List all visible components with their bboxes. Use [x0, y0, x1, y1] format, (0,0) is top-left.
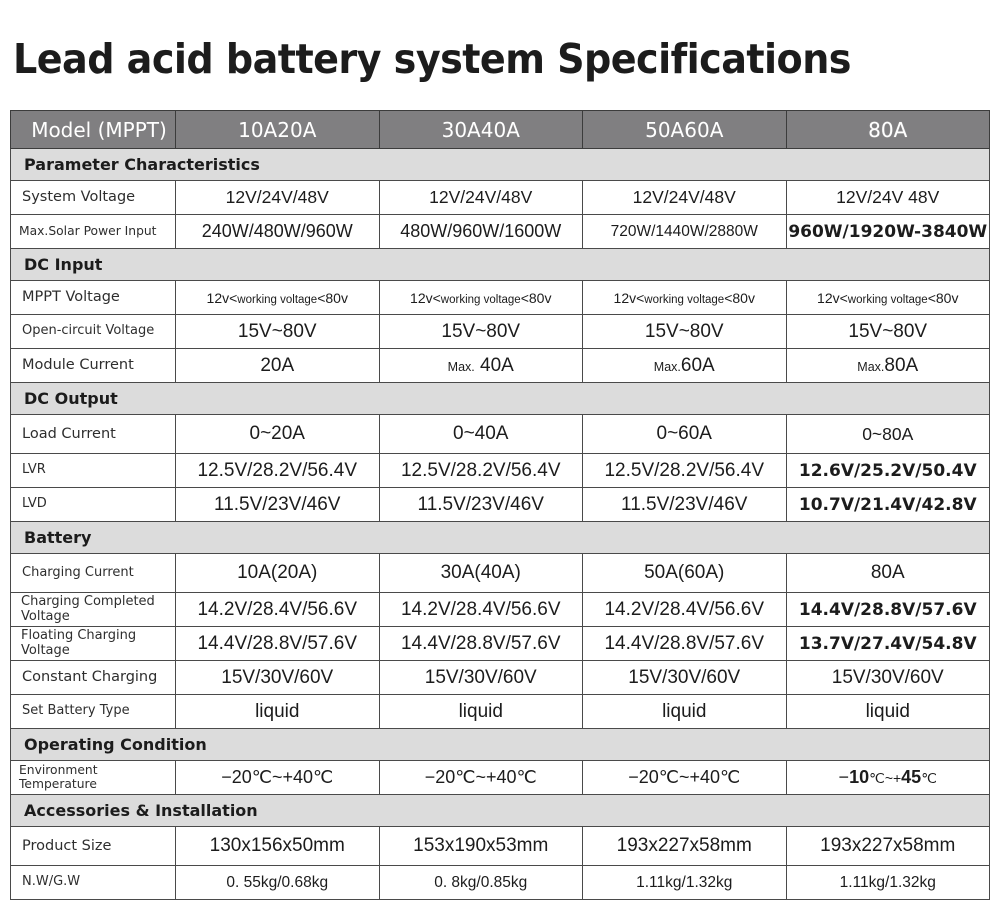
specifications-table-container	[10, 110, 990, 900]
cell-value: 15V/30V/60V	[786, 661, 990, 695]
table-row	[11, 761, 990, 795]
cell-value: 12V/24V/48V	[583, 181, 787, 215]
table-row	[11, 454, 990, 488]
cell-value: 12V/24V/48V	[176, 181, 380, 215]
cell-value: 12.6V/25.2V/50.4V	[786, 454, 990, 488]
section-header-dc-input	[11, 249, 990, 281]
cell-value: liquid	[379, 695, 583, 729]
cell-value: 20A	[176, 349, 380, 383]
row-label-set-battery-type: Set Battery Type	[11, 695, 176, 729]
mppt-mid: working voltage	[847, 293, 928, 306]
cell-value: 12V/24V 48V	[786, 181, 990, 215]
row-label-module-current: Module Current	[11, 349, 176, 383]
header-column-30a40a: 30A40A	[379, 111, 583, 149]
cell-value	[379, 281, 583, 315]
table-row	[11, 349, 990, 383]
cell-value: 240W/480W/960W	[176, 215, 380, 249]
cell-value: 11.5V/23V/46V	[583, 488, 787, 522]
table-row	[11, 181, 990, 215]
mppt-post: <80v	[927, 289, 959, 306]
row-label-load-current: Load Current	[11, 415, 176, 454]
section-label: DC Input	[11, 249, 990, 281]
mppt-pre: 12v<	[410, 289, 441, 306]
cell-value	[176, 281, 380, 315]
table-row	[11, 627, 990, 661]
label-line-1: Charging Completed	[21, 593, 155, 609]
table-row	[11, 827, 990, 866]
cell-value: 0~80A	[786, 415, 990, 454]
cell-value: liquid	[176, 695, 380, 729]
section-label: Operating Condition	[11, 729, 990, 761]
table-row	[11, 415, 990, 454]
cell-value: 13.7V/27.4V/54.8V	[786, 627, 990, 661]
cell-value	[583, 281, 787, 315]
cell-value: 14.2V/28.4V/56.6V	[379, 593, 583, 627]
temp-sign-low: −	[838, 767, 850, 787]
row-label-charging-current: Charging Current	[11, 554, 176, 593]
max-number: 40A	[480, 354, 514, 376]
section-header-parameter-characteristics	[11, 149, 990, 181]
cell-value: 0~60A	[583, 415, 787, 454]
cell-value: 10.7V/21.4V/42.8V	[786, 488, 990, 522]
cell-value: 14.4V/28.8V/57.6V	[786, 593, 990, 627]
cell-value: 480W/960W/1600W	[379, 215, 583, 249]
temp-high: 45	[901, 767, 922, 787]
mppt-pre: 12v<	[613, 289, 645, 306]
cell-value: liquid	[786, 695, 990, 729]
cell-value: 130x156x50mm	[176, 827, 380, 866]
row-label-lvr: LVR	[11, 454, 176, 488]
mppt-mid: working voltage	[440, 293, 521, 306]
cell-value: 14.4V/28.8V/57.6V	[583, 627, 787, 661]
cell-value	[379, 349, 583, 383]
cell-value: 80A	[786, 554, 990, 593]
cell-value: liquid	[583, 695, 787, 729]
row-label-charging-completed-voltage	[11, 593, 176, 627]
cell-value: 15V~80V	[786, 315, 990, 349]
cell-value: 960W/1920W-3840W	[786, 215, 990, 249]
mppt-post: <80v	[520, 289, 552, 306]
cell-value: 1.11kg/1.32kg	[786, 866, 990, 900]
row-label-nw-gw: N.W/G.W	[11, 866, 176, 900]
cell-value: 0. 55kg/0.68kg	[176, 866, 380, 900]
cell-value: 0~20A	[176, 415, 380, 454]
cell-value: 12.5V/28.2V/56.4V	[379, 454, 583, 488]
row-label-environment-temperature: Environment Temperature	[11, 761, 176, 795]
header-column-10a20a: 10A20A	[176, 111, 380, 149]
section-header-operating-condition	[11, 729, 990, 761]
cell-value: 15V/30V/60V	[583, 661, 787, 695]
cell-value: 12V/24V/48V	[379, 181, 583, 215]
cell-value: 50A(60A)	[583, 554, 787, 593]
cell-value: 193x227x58mm	[583, 827, 787, 866]
cell-value: 15V~80V	[583, 315, 787, 349]
label-line-2: Voltage	[21, 642, 70, 658]
table-header-row	[11, 111, 990, 149]
row-label-open-circuit-voltage: Open-circuit Voltage	[11, 315, 176, 349]
cell-value: 0~40A	[379, 415, 583, 454]
temp-low: 10	[849, 767, 870, 787]
header-column-50a60a: 50A60A	[583, 111, 787, 149]
table-row	[11, 661, 990, 695]
cell-value: 15V/30V/60V	[176, 661, 380, 695]
cell-value: 10A(20A)	[176, 554, 380, 593]
section-label: Battery	[11, 522, 990, 554]
section-header-battery	[11, 522, 990, 554]
section-label: Parameter Characteristics	[11, 149, 990, 181]
table-row	[11, 593, 990, 627]
cell-value: −20℃~+40℃	[583, 761, 787, 795]
cell-value: 15V~80V	[176, 315, 380, 349]
cell-value	[583, 349, 787, 383]
section-header-accessories-installation	[11, 795, 990, 827]
max-prefix: Max.	[653, 359, 681, 374]
cell-value: 14.4V/28.8V/57.6V	[379, 627, 583, 661]
section-label: Accessories & Installation	[11, 795, 990, 827]
cell-value: 15V~80V	[379, 315, 583, 349]
cell-value: 12.5V/28.2V/56.4V	[176, 454, 380, 488]
row-label-product-size: Product Size	[11, 827, 176, 866]
cell-value: 12.5V/28.2V/56.4V	[583, 454, 787, 488]
label-line-2: Voltage	[21, 608, 70, 624]
cell-value: 15V/30V/60V	[379, 661, 583, 695]
cell-value	[786, 761, 990, 795]
mppt-pre: 12v<	[206, 289, 238, 306]
cell-value: 1.11kg/1.32kg	[583, 866, 787, 900]
max-prefix: Max.	[447, 359, 475, 374]
cell-value: −20℃~+40℃	[379, 761, 583, 795]
cell-value: 14.4V/28.8V/57.6V	[176, 627, 380, 661]
table-row	[11, 215, 990, 249]
table-row	[11, 315, 990, 349]
max-prefix: Max.	[857, 359, 885, 374]
specifications-table	[10, 110, 990, 900]
mppt-post: <80v	[724, 289, 755, 306]
row-label-floating-charging-voltage	[11, 627, 176, 661]
header-column-80a: 80A	[786, 111, 990, 149]
cell-value: 11.5V/23V/46V	[176, 488, 380, 522]
cell-value: 0. 8kg/0.85kg	[379, 866, 583, 900]
mppt-mid: working voltage	[644, 293, 725, 306]
temp-separator: ℃~+	[869, 770, 902, 786]
table-row	[11, 281, 990, 315]
cell-value: 11.5V/23V/46V	[379, 488, 583, 522]
max-number: 80A	[884, 354, 919, 376]
table-row	[11, 866, 990, 900]
cell-value: 14.2V/28.4V/56.6V	[176, 593, 380, 627]
table-row	[11, 695, 990, 729]
table-row	[11, 554, 990, 593]
mppt-pre: 12v<	[817, 289, 848, 306]
cell-value	[786, 349, 990, 383]
label-line-1: Floating Charging	[21, 627, 137, 643]
max-number: 60A	[680, 354, 715, 376]
section-label: DC Output	[11, 383, 990, 415]
table-row	[11, 488, 990, 522]
row-label-max-solar-power-input: Max.Solar Power Input	[11, 215, 176, 249]
temp-degree-high: ℃	[921, 770, 937, 786]
row-label-system-voltage: System Voltage	[11, 181, 176, 215]
cell-value: −20℃~+40℃	[176, 761, 380, 795]
cell-value: 153x190x53mm	[379, 827, 583, 866]
cell-value: 720W/1440W/2880W	[583, 215, 787, 249]
mppt-post: <80v	[317, 289, 348, 306]
row-label-constant-charging: Constant Charging	[11, 661, 176, 695]
row-label-lvd: LVD	[11, 488, 176, 522]
page-title: Lead acid battery system Specifications	[13, 35, 851, 84]
cell-value	[786, 281, 990, 315]
cell-value: 30A(40A)	[379, 554, 583, 593]
cell-value: 193x227x58mm	[786, 827, 990, 866]
mppt-mid: working voltage	[237, 293, 318, 306]
section-header-dc-output	[11, 383, 990, 415]
header-model-label: Model (MPPT)	[11, 111, 176, 149]
cell-value: 14.2V/28.4V/56.6V	[583, 593, 787, 627]
row-label-mppt-voltage: MPPT Voltage	[11, 281, 176, 315]
